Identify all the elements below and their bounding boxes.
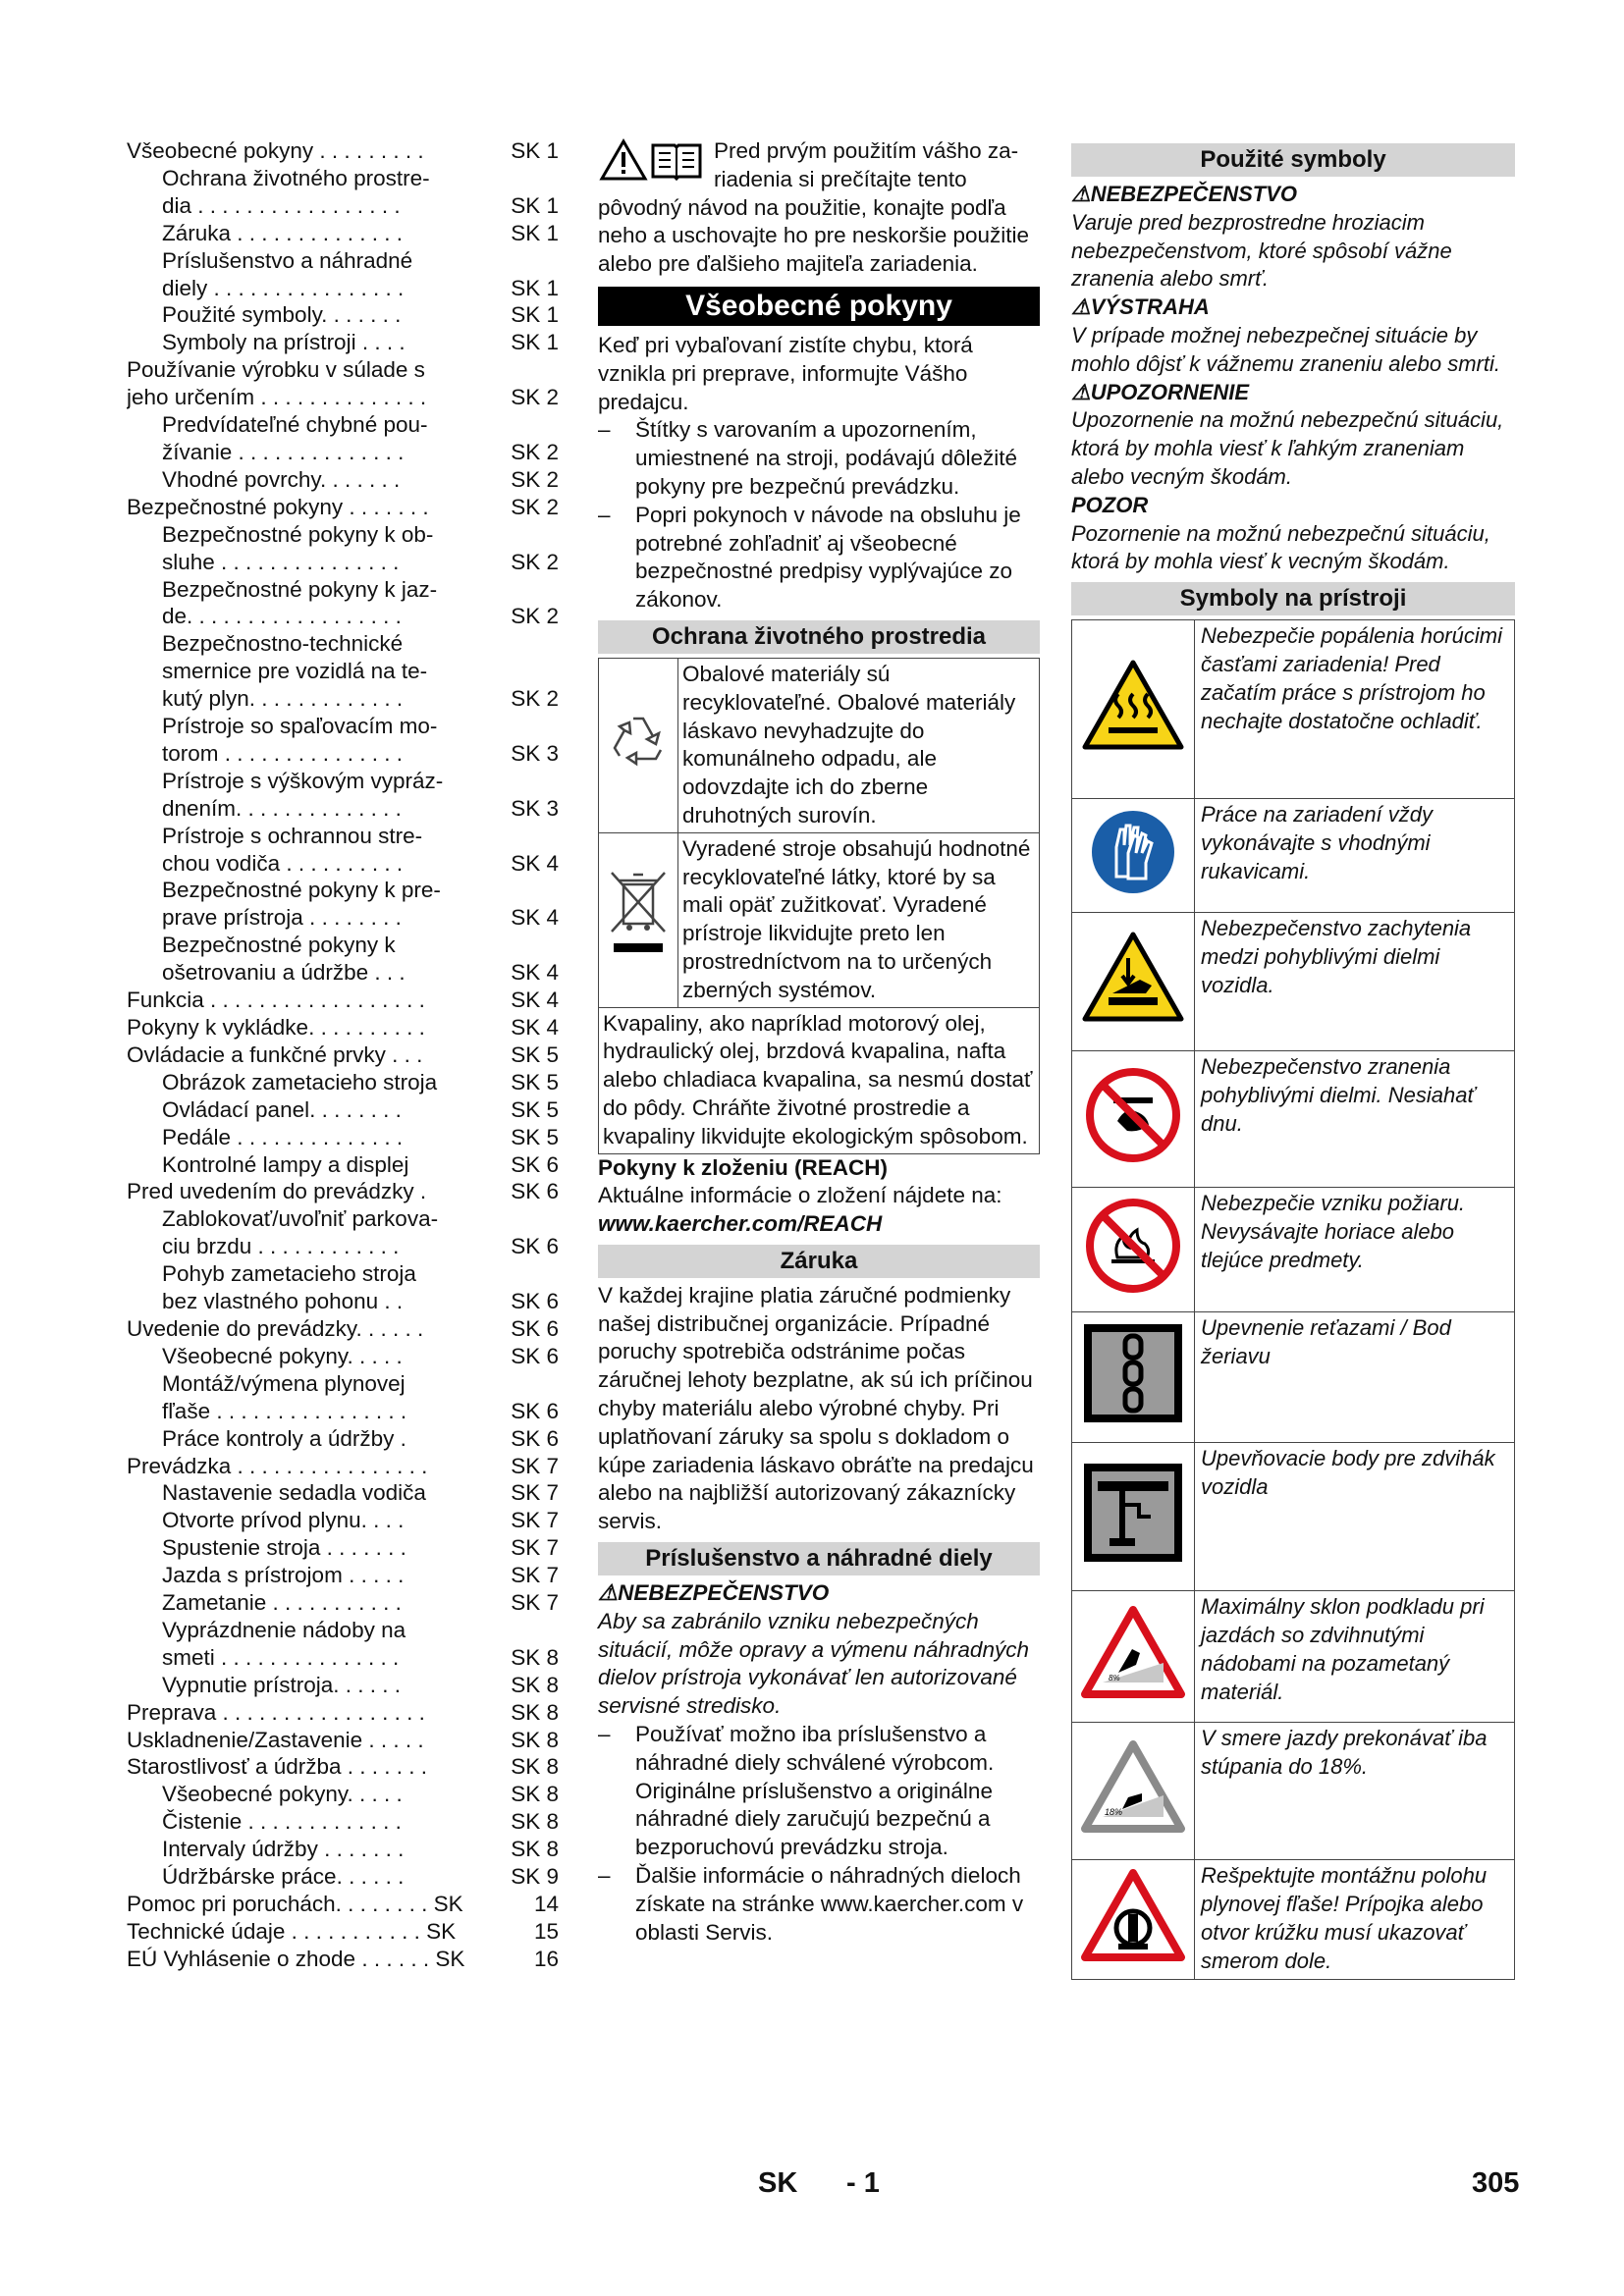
gas-bottle-orientation-icon — [1079, 1867, 1187, 1965]
toc-entry-title: Bezpečnostné pokyny k — [162, 933, 396, 958]
general-paragraph: Keď pri vybaľovaní zistíte chybu, ktorá vznikla pri preprave, informujte Vášho predajcu. — [598, 332, 973, 414]
footer-local-page: - 1 — [846, 2167, 880, 2199]
toc-entry[interactable] — [127, 356, 559, 384]
toc-entry-page: SK 7 — [511, 1590, 559, 1616]
toc-entry[interactable] — [127, 1233, 559, 1260]
toc-entry[interactable] — [127, 823, 559, 850]
toc-entry[interactable] — [127, 1644, 559, 1672]
toc-entry-title: ošetrovaniu a údržbe . . . — [162, 960, 406, 986]
toc-entry[interactable] — [127, 1863, 559, 1891]
toc-entry[interactable] — [127, 1453, 559, 1480]
accessories-heading: Príslušenstvo a náhradné diely — [598, 1542, 1040, 1575]
toc-entry-page: SK 5 — [511, 1124, 559, 1149]
symbol-text: V prípade možnej nebezpečnej situácie by mohlo dôjsť k vážnemu zraneniu alebo smrti. — [1071, 322, 1500, 376]
toc-entry[interactable] — [127, 904, 559, 932]
toc-entry-title: Bezpečnostné pokyny k jaz- — [162, 576, 438, 602]
toc-entry-title: Otvorte prívod plynu. . . . — [162, 1508, 405, 1533]
toc-entry[interactable] — [127, 987, 559, 1014]
used-symbols-heading: Použité symboly — [1071, 143, 1515, 177]
toc-entry-title: Pomoc pri poruchách. . . . . . . . SK — [127, 1892, 463, 1916]
symbol-label: POZOR — [1071, 492, 1149, 517]
toc-entry-title: bez vlastného pohonu . . — [162, 1289, 404, 1314]
toc-entry[interactable] — [127, 1205, 559, 1233]
toc-entry-page: SK 1 — [511, 138, 559, 163]
recycle-text: Obalové materiály sú recyklovateľné. Obalové materiály láskavo nevyhadzujte do komunálneho odpadu, ale odovzdajte ich do zberne druhotných surovín. — [678, 658, 1040, 832]
weee-text: Vyradené stroje obsahujú hodnotné recyklovateľné látky, ktoré by sa mali opäť zužitkovať. Vyradené prístroje likvidujte preto len prostredníctvom na to určených zberných systémov. — [678, 832, 1040, 1007]
toc-entry[interactable] — [127, 494, 559, 521]
toc-entry-title: Prevádzka . . . . . . . . . . . . . . . . — [127, 1453, 428, 1478]
toc-entry-page: SK 1 — [511, 220, 559, 245]
symbol-row: Upevnenie reťazami / Bod žeriavu — [1072, 1312, 1515, 1443]
toc-entry[interactable] — [127, 220, 559, 247]
toc-entry-page: SK 5 — [511, 1096, 559, 1122]
toc-entry-page: SK 8 — [511, 1699, 559, 1725]
warranty-heading: Záruka — [598, 1245, 1040, 1278]
toc-entry-page: SK 6 — [511, 1315, 559, 1341]
toc-entry-title: Ovládacie a funkčné prvky . . . — [127, 1041, 423, 1067]
toc-entry[interactable] — [127, 1562, 559, 1589]
toc-entry-page: SK 8 — [511, 1837, 559, 1862]
toc-entry-page: SK 3 — [511, 795, 559, 821]
toc-entry-page: SK 1 — [511, 330, 559, 355]
toc-entry-page: SK 2 — [511, 494, 559, 519]
toc-entry[interactable] — [127, 795, 559, 823]
toc-entry-title: kutý plyn. . . . . . . . . . . . . — [162, 686, 404, 712]
toc-entry-page: SK 2 — [511, 686, 559, 712]
toc-entry-title: Spustenie stroja . . . . . . . — [162, 1535, 406, 1561]
toc-entry[interactable] — [127, 1069, 559, 1096]
reach-link[interactable]: www.kaercher.com/REACH — [598, 1211, 883, 1237]
toc-entry-title: Obrázok zametacieho stroja — [162, 1069, 438, 1095]
toc-entry-page: SK 6 — [511, 1425, 559, 1451]
reach-heading: Pokyny k zloženiu (REACH) — [598, 1154, 889, 1180]
symbol-row: Nebezpečenstvo zachytenia medzi pohyblivými dielmi vozidla. — [1072, 913, 1515, 1051]
toc-entry-title: Symboly na prístroji . . . . — [162, 330, 406, 355]
toc-entry-title: Prístroje s ochrannou stre- — [162, 823, 423, 848]
toc-entry-title: Všeobecné pokyny . . . . . . . . . — [127, 138, 424, 163]
accessories-danger-text: Aby sa zabránilo vzniku nebezpečných situácií, môže opravy a výmenu náhradných dielov prístroja vykonávať len autorizované servisné stredisko. — [598, 1608, 1029, 1719]
toc-entry-page: SK 6 — [511, 1343, 559, 1368]
device-symbols-heading: Symboly na prístroji — [1071, 582, 1515, 615]
accessories-bullet: – Používať možno iba príslušenstvo a náhradné diely schválené výrobcom. Originálne príslušenstvo a originálne náhradné diely zaručujú bezpečnú a bezporuchovú prevádzku stroja. — [598, 1722, 995, 1860]
toc-entry-page: SK 6 — [511, 1179, 559, 1204]
toc-entry-title: Preprava . . . . . . . . . . . . . . . . . — [127, 1699, 425, 1725]
toc-entry-title: Všeobecné pokyny. . . . . — [162, 1782, 403, 1807]
toc-entry-title: Uskladnenie/Zastavenie . . . . . — [127, 1727, 424, 1752]
toc-entry-title: jeho určením . . . . . . . . . . . . . . — [127, 385, 427, 410]
footer-language: SK — [758, 2167, 798, 2199]
toc-entry[interactable] — [127, 850, 559, 878]
toc-entry[interactable] — [127, 713, 559, 740]
toc-entry-title: Funkcia . . . . . . . . . . . . . . . . . . — [127, 988, 425, 1013]
general-bullet: – Štítky s varovaním a upozornením, umiestnené na stroji, podávajú dôležité pokyny pre bezpečnú prevádzku. — [598, 417, 1017, 499]
toc-entry-title: prave prístroja . . . . . . . . — [162, 905, 402, 931]
hand-crush-warning-icon — [1079, 929, 1187, 1027]
toc-entry-title: torom . . . . . . . . . . . . . . . — [162, 740, 404, 766]
symbol-row: Nebezpečie vzniku požiaru. Nevysávajte horiace alebo tlejúce predmety. — [1072, 1188, 1515, 1312]
intro-block — [598, 137, 1040, 279]
toc-entry-title: Vhodné povrchy. . . . . . . — [162, 466, 401, 492]
toc-entry-title: Kontrolné lampy a displej — [162, 1151, 409, 1177]
toc-entry[interactable] — [127, 1589, 559, 1617]
slope-raised-container-icon — [1079, 1604, 1187, 1702]
toc-entry-page: SK 8 — [511, 1782, 559, 1807]
toc-entry-title: Zablokovať/uvoľniť parkova- — [162, 1206, 439, 1232]
toc-entry-page: SK 1 — [511, 302, 559, 328]
toc-entry-title: Zametanie . . . . . . . . . . . — [162, 1590, 402, 1616]
used-symbols-list — [1071, 181, 1515, 576]
toc-entry-title: Starostlivosť a údržba . . . . . . . — [127, 1754, 428, 1780]
symbol-text: Upozornenie na možnú nebezpečnú situáciu, ktorá by mohla viesť k ľahkým zraneniam alebo vecným škodám. — [1071, 407, 1504, 489]
toc-entry-page: 15 — [533, 1918, 559, 1944]
toc-entry-title: Bezpečnostné pokyny . . . . . . . — [127, 494, 429, 519]
no-burning-objects-icon — [1084, 1197, 1182, 1295]
toc-entry-title: Ovládací panel. . . . . . . . — [162, 1096, 402, 1122]
toc-entry[interactable] — [127, 329, 559, 356]
toc-entry[interactable] — [127, 247, 559, 275]
toc-entry[interactable] — [127, 466, 559, 494]
toc-entry-title: diely . . . . . . . . . . . . . . . . — [162, 275, 405, 300]
toc-entry-title: Pred uvedením do prevádzky . — [127, 1179, 427, 1204]
toc-entry-page: SK 8 — [511, 1672, 559, 1697]
environment-table — [598, 658, 1040, 1154]
toc-entry[interactable] — [127, 1699, 559, 1727]
toc-entry-title: Práce kontroly a údržby . — [162, 1425, 406, 1451]
toc-entry-title: Predvídateľné chybné pou- — [162, 412, 428, 438]
accessories-bullet: – Ďalšie informácie o náhradných dieloch získate na stránke www.kaercher.com v oblasti Servis. — [598, 1863, 1024, 1945]
toc-entry-page: SK 6 — [511, 1234, 559, 1259]
toc-entry[interactable] — [127, 1315, 559, 1343]
toc-entry-page: SK 4 — [511, 850, 559, 876]
intro-text: Pred prvým použitím vášho za-riadenia si prečítajte tento pôvodný návod na použitie, konajte podľa neho a uschovajte ho pre neskoršie použitie alebo pre ďalšieho majiteľa zariadenia. — [598, 138, 1030, 277]
toc-entry-page: SK 6 — [511, 1289, 559, 1314]
toc-entry-title: sluhe . . . . . . . . . . . . . . . — [162, 549, 400, 574]
toc-entry-page: SK 7 — [511, 1508, 559, 1533]
toc-entry-page: 14 — [533, 1892, 559, 1916]
column-middle — [598, 137, 1040, 1947]
toc-entry[interactable] — [127, 1041, 559, 1069]
toc-entry-title: Technické údaje . . . . . . . . . . . SK — [127, 1918, 457, 1944]
toc-entry[interactable] — [127, 1425, 559, 1453]
toc-entry[interactable] — [127, 1260, 559, 1288]
symbol-row: Upevňovacie body pre zdvihák vozidla — [1072, 1443, 1515, 1591]
symbol-row: Práce na zariadení vždy vykonávajte s vhodnými rukavicami. — [1072, 799, 1515, 913]
toc-entry-page: SK 2 — [511, 466, 559, 492]
toc-entry-page: SK 7 — [511, 1563, 559, 1588]
toc-entry-title: dia . . . . . . . . . . . . . . . . . — [162, 192, 401, 218]
symbol-label: ⚠VÝSTRAHA — [1071, 294, 1210, 320]
toc-entry[interactable] — [127, 1617, 559, 1644]
toc-entry-title: Jazda s prístrojom . . . . . — [162, 1563, 405, 1588]
toc-entry-title: Použité symboly. . . . . . . — [162, 302, 402, 328]
toc-entry-title: Všeobecné pokyny. . . . . — [162, 1343, 403, 1368]
table-of-contents — [127, 137, 559, 1973]
toc-entry[interactable] — [127, 603, 559, 630]
toc-entry[interactable] — [127, 1124, 559, 1151]
toc-entry[interactable] — [127, 1096, 559, 1124]
slope-18-icon — [1079, 1738, 1187, 1837]
symbol-row: 8% Maximálny sklon podkladu pri jazdách so zdvihnutými nádobami na pozametaný materiál. — [1072, 1591, 1515, 1723]
toc-entry-page: SK 2 — [511, 385, 559, 410]
toc-entry[interactable] — [127, 1178, 559, 1205]
warning-manual-icon — [598, 137, 706, 183]
toc-entry[interactable] — [127, 877, 559, 904]
crossed-bin-icon — [604, 867, 673, 965]
toc-entry[interactable] — [127, 630, 559, 658]
toc-entry-page: SK 6 — [511, 1398, 559, 1423]
toc-entry-title: Pokyny k vykládke. . . . . . . . . . — [127, 1015, 425, 1040]
toc-entry-page: SK 6 — [511, 1151, 559, 1177]
symbol-label: ⚠NEBEZPEČENSTVO — [1071, 182, 1297, 206]
svg-text:8%: 8% — [1109, 1673, 1120, 1682]
symbol-row: Nebezpečenstvo zranenia pohyblivými dielmi. Nesiahať dnu. — [1072, 1051, 1515, 1188]
toc-entry[interactable] — [127, 740, 559, 768]
toc-entry-title: Prístroje so spaľovacím mo- — [162, 714, 438, 739]
symbol-text: Pozornenie na možnú nebezpečnú situáciu, ktorá by mohla viesť k vecným škodám. — [1071, 520, 1490, 574]
toc-entry-title: fľaše . . . . . . . . . . . . . . . . — [162, 1398, 407, 1423]
toc-entry-page: SK 5 — [511, 1041, 559, 1067]
toc-entry-title: Intervaly údržby . . . . . . . — [162, 1837, 405, 1862]
fluids-text: Kvapaliny, ako napríklad motorový olej, hydraulický olej, brzdová kvapalina, nafta alebo chladiaca kvapalina, sa nesmú dostať do pôdy. Chráňte životné prostredie a kvapaliny likvidujte ekologickým spôsobom. — [599, 1007, 1040, 1153]
toc-entry-page: SK 1 — [511, 275, 559, 300]
toc-entry-page: 16 — [533, 1946, 559, 1971]
toc-entry-title: Nastavenie sedadla vodiča — [162, 1480, 426, 1506]
toc-entry[interactable] — [127, 1672, 559, 1699]
toc-entry[interactable] — [127, 1014, 559, 1041]
toc-entry[interactable] — [127, 192, 559, 220]
toc-entry[interactable] — [127, 576, 559, 604]
recycle-icon — [604, 707, 673, 775]
toc-entry-title: Údržbárske práce. . . . . . — [162, 1864, 405, 1890]
toc-entry-title: smeti . . . . . . . . . . . . . . . — [162, 1644, 400, 1670]
toc-entry-title: Uvedenie do prevádzky. . . . . . — [127, 1315, 424, 1341]
toc-entry[interactable] — [127, 1151, 559, 1179]
svg-text:18%: 18% — [1105, 1806, 1123, 1817]
toc-entry-page: SK 8 — [511, 1809, 559, 1835]
toc-entry-title: ciu brzdu . . . . . . . . . . . . — [162, 1234, 400, 1259]
column-right — [1071, 137, 1515, 1980]
toc-entry-title: Prístroje s výškovým vypráz- — [162, 768, 444, 793]
toc-entry-title: žívanie . . . . . . . . . . . . . . — [162, 439, 405, 464]
toc-entry-title: Pedále . . . . . . . . . . . . . . — [162, 1124, 404, 1149]
toc-entry[interactable] — [127, 1781, 559, 1808]
toc-entry-page: SK 2 — [511, 604, 559, 629]
symbol-row: Rešpektujte montážnu polohu plynovej fľaše! Prípojka alebo otvor krúžku musí ukazovať smerom dole. — [1072, 1860, 1515, 1980]
toc-entry-title: Záruka . . . . . . . . . . . . . . — [162, 220, 404, 245]
toc-entry-title: Používanie výrobku v súlade s — [127, 357, 425, 383]
toc-entry[interactable] — [127, 1507, 559, 1534]
toc-entry[interactable] — [127, 1946, 559, 1973]
jack-point-icon — [1082, 1462, 1184, 1564]
toc-entry-page: SK 2 — [511, 439, 559, 464]
wear-gloves-icon — [1089, 808, 1177, 896]
toc-entry[interactable] — [127, 1727, 559, 1754]
environment-heading: Ochrana životného prostredia — [598, 620, 1040, 654]
toc-entry[interactable] — [127, 411, 559, 439]
hot-surface-warning-icon — [1079, 657, 1187, 755]
general-heading: Všeobecné pokyny — [598, 287, 1040, 326]
toc-entry[interactable] — [127, 165, 559, 192]
toc-entry-title: smernice pre vozidlá na te- — [162, 659, 428, 684]
symbol-row: 18% V smere jazdy prekonávať iba stúpania do 18%. — [1072, 1723, 1515, 1860]
toc-entry-title: Montáž/výmena plynovej — [162, 1370, 406, 1396]
toc-entry[interactable] — [127, 768, 559, 795]
toc-entry-page: SK 7 — [511, 1453, 559, 1478]
toc-entry[interactable] — [127, 384, 559, 411]
toc-entry[interactable] — [127, 439, 559, 466]
toc-entry-page: SK 7 — [511, 1480, 559, 1506]
toc-entry-title: Ochrana životného prostre- — [162, 165, 430, 190]
toc-entry[interactable] — [127, 1918, 559, 1946]
toc-entry-page: SK 7 — [511, 1535, 559, 1561]
no-reaching-in-icon — [1084, 1066, 1182, 1164]
reach-text: Aktuálne informácie o zložení nájdete na: — [598, 1183, 1002, 1208]
toc-entry-page: SK 2 — [511, 549, 559, 574]
toc-entry[interactable] — [127, 1479, 559, 1507]
warranty-text: V každej krajine platia záručné podmienky našej distribučnej organizácie. Prípadné poruchy spotrebiča odstránime počas záručnej lehoty bezplatne, ak sú ich príčinou chyby materiálu alebo výrobné chyby. Pri uplatňovaní záruky sa spolu s dokladom o kúpe zariadenia láskavo obráťte na predajcu alebo na najbližší autorizovaný zákaznícky servis. — [598, 1282, 1034, 1534]
toc-entry-title: Bezpečnostno-technické — [162, 631, 404, 657]
device-symbols-table — [1071, 619, 1515, 1980]
toc-entry-page: SK 3 — [511, 740, 559, 766]
accessories-danger-label: ⚠NEBEZPEČENSTVO — [598, 1580, 830, 1606]
toc-entry-title: Vypnutie prístroja. . . . . . — [162, 1672, 402, 1697]
toc-entry-page: SK 8 — [511, 1644, 559, 1670]
toc-entry-page: SK 9 — [511, 1864, 559, 1890]
symbol-text: Varuje pred bezprostredne hroziacim nebezpečenstvom, ktoré spôsobí vážne zranenia alebo smrť. — [1071, 209, 1452, 292]
toc-entry-title: Bezpečnostné pokyny k pre- — [162, 878, 441, 903]
toc-entry-page: SK 4 — [511, 905, 559, 931]
toc-entry-title: de. . . . . . . . . . . . . . . . . . — [162, 604, 402, 629]
toc-entry[interactable] — [127, 1370, 559, 1398]
toc-entry[interactable] — [127, 301, 559, 329]
toc-entry-title: chou vodiča . . . . . . . . . . — [162, 850, 404, 876]
toc-entry[interactable] — [127, 1891, 559, 1918]
toc-entry[interactable] — [127, 1288, 559, 1315]
toc-entry-page: SK 8 — [511, 1727, 559, 1752]
toc-entry[interactable] — [127, 932, 559, 959]
toc-entry-page: SK 4 — [511, 988, 559, 1013]
symbol-label: ⚠UPOZORNENIE — [1071, 379, 1250, 404]
toc-entry-page: SK 1 — [511, 192, 559, 218]
general-bullet: – Popri pokynoch v návode na obsluhu je potrebné zohľadniť aj všeobecné bezpečnostné predpisy vyplývajúce zo zákonov. — [598, 502, 1021, 613]
symbol-row: Nebezpečie popálenia horúcimi časťami zariadenia! Pred začatím práce s prístrojom ho nechajte dostatočne ochladiť. — [1072, 620, 1515, 799]
toc-entry[interactable] — [127, 1836, 559, 1863]
toc-entry-title: Vyprázdnenie nádoby na — [162, 1617, 406, 1642]
toc-entry-title: Pohyb zametacieho stroja — [162, 1261, 416, 1287]
toc-entry[interactable] — [127, 685, 559, 713]
toc-entry[interactable] — [127, 1753, 559, 1781]
toc-entry[interactable] — [127, 1808, 559, 1836]
toc-entry[interactable] — [127, 521, 559, 549]
toc-entry-title: Bezpečnostné pokyny k ob- — [162, 521, 434, 547]
toc-entry-title: EÚ Vyhlásenie o zhode . . . . . . SK — [127, 1946, 465, 1971]
toc-entry[interactable] — [127, 658, 559, 685]
toc-entry-title: Príslušenstvo a náhradné — [162, 247, 413, 273]
toc-entry[interactable] — [127, 1398, 559, 1425]
toc-entry-page: SK 4 — [511, 960, 559, 986]
chain-fixing-point-icon — [1082, 1322, 1184, 1424]
toc-entry[interactable] — [127, 1343, 559, 1370]
toc-entry-page: SK 5 — [511, 1069, 559, 1095]
toc-entry-page: SK 4 — [511, 1015, 559, 1040]
toc-entry[interactable] — [127, 1534, 559, 1562]
toc-entry[interactable] — [127, 275, 559, 302]
footer-page-number: 305 — [1472, 2167, 1520, 2199]
toc-entry[interactable] — [127, 549, 559, 576]
toc-entry-page: SK 8 — [511, 1754, 559, 1780]
toc-entry-title: dnením. . . . . . . . . . . . . . — [162, 795, 402, 821]
toc-entry[interactable] — [127, 959, 559, 987]
toc-entry-title: Čistenie . . . . . . . . . . . . . — [162, 1809, 402, 1835]
toc-entry[interactable] — [127, 137, 559, 165]
